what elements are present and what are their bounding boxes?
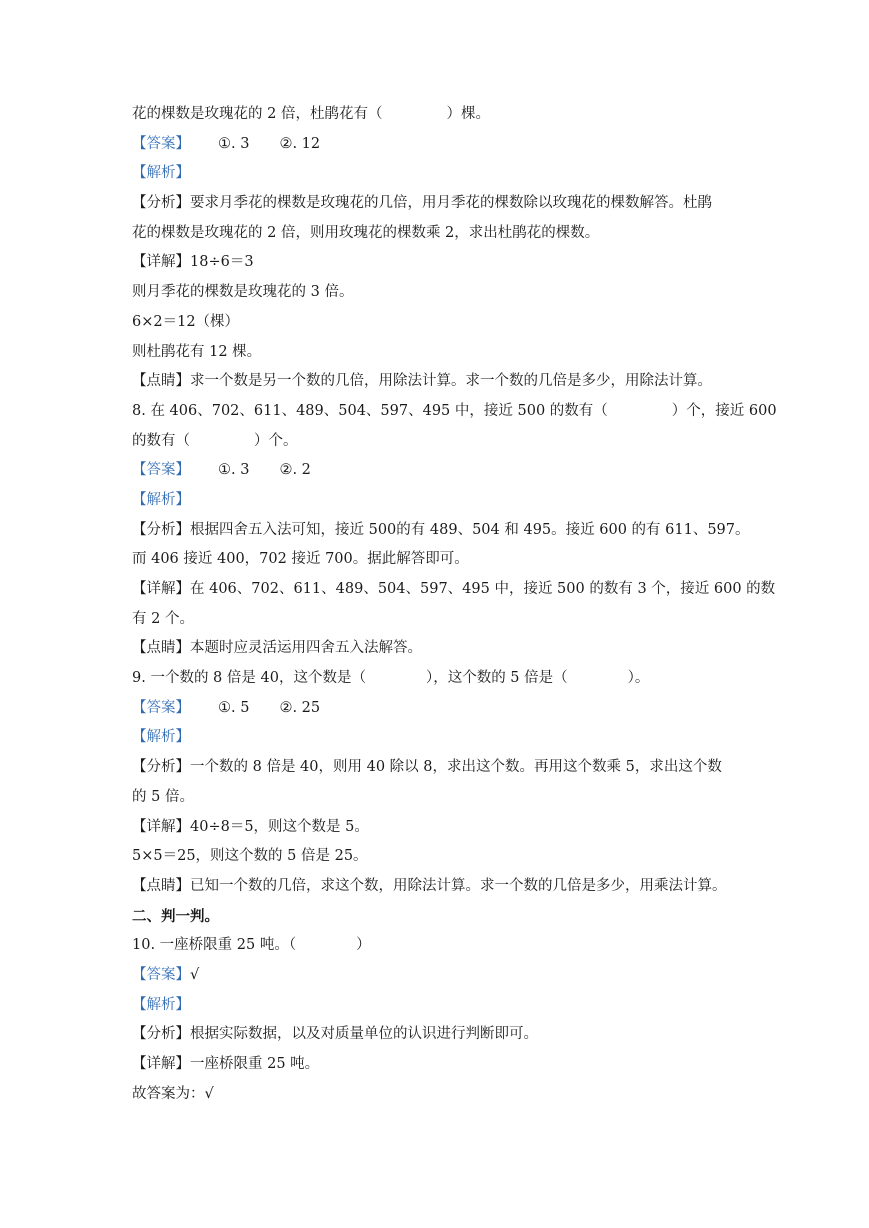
q7-answer-1: ①. 3 bbox=[218, 135, 250, 152]
q9-detail-line1 bbox=[132, 813, 742, 843]
q8-answer-1: ①. 3 bbox=[218, 462, 250, 479]
q8-comment-text: 本题时应灵活运用四舍五入法解答。 bbox=[190, 640, 422, 657]
q8-stem-line1 bbox=[132, 397, 777, 427]
detail-label: 【详解】 bbox=[132, 581, 190, 597]
document-page bbox=[132, 100, 777, 1109]
q10-answer-row bbox=[132, 961, 742, 991]
q10-stem-text: 10. 一座桥限重 25 吨。（ bbox=[132, 937, 297, 954]
q7-stem bbox=[132, 100, 742, 130]
q10-stem-end: ） bbox=[356, 937, 371, 954]
q9-comment bbox=[132, 872, 742, 902]
q7-detail-line4: 则杜鹃花有 12 棵。 bbox=[132, 343, 262, 360]
q7-comment-text: 求一个数是另一个数的几倍，用除法计算。求一个数的几倍是多少，用除法计算。 bbox=[190, 373, 712, 390]
q9-stem-text-a: 9. 一个数的 8 倍是 40，这个数是（ bbox=[132, 670, 366, 687]
q9-stem bbox=[132, 664, 742, 694]
q7-fenxi-line1 bbox=[132, 189, 742, 219]
comment-label: 【点睛】 bbox=[132, 877, 190, 894]
q8-stem-text2: 的数有（ bbox=[132, 432, 190, 449]
q9-answer-1: ①. 5 bbox=[218, 699, 250, 716]
q10-answer: √ bbox=[190, 966, 200, 983]
q9-detail-text1: 40÷8＝5，则这个数是 5。 bbox=[190, 818, 369, 835]
q10-fenxi-text: 根据实际数据，以及对质量单位的认识进行判断即可。 bbox=[190, 1026, 538, 1043]
q7-fenxi-text1: 要求月季花的棵数是玫瑰花的几倍，用月季花的棵数除以玫瑰花的棵数解答。杜鹃 bbox=[190, 195, 712, 212]
q8-fenxi-line2: 而 406 接近 400，702 接近 700。据此解答即可。 bbox=[132, 551, 469, 568]
q10-fenxi bbox=[132, 1020, 742, 1050]
q9-detail-line2: 5×5＝25，则这个数的 5 倍是 25。 bbox=[132, 848, 368, 865]
q7-detail-line1 bbox=[132, 248, 742, 278]
q7-answer-2: ②. 12 bbox=[279, 135, 321, 152]
q7-fenxi-line2: 花的棵数是玫瑰花的 2 倍，则用玫瑰花的棵数乘 2，求出杜鹃花的棵数。 bbox=[132, 224, 600, 241]
q7-detail-line2: 则月季花的棵数是玫瑰花的 3 倍。 bbox=[132, 284, 354, 301]
q9-fenxi-line2: 的 5 倍。 bbox=[132, 788, 194, 805]
section-heading: 二、判一判。 bbox=[132, 907, 219, 925]
q8-fenxi-line1 bbox=[132, 516, 750, 546]
q8-comment bbox=[132, 634, 742, 664]
answer-label: 【答案】 bbox=[132, 966, 190, 983]
analysis-label: 【解析】 bbox=[132, 996, 190, 1013]
q7-detail-line3: 6×2＝12（棵） bbox=[132, 313, 240, 330]
q8-stem-text1b: ）个，接近 600 bbox=[671, 402, 777, 419]
q9-fenxi-line1 bbox=[132, 753, 742, 783]
q8-stem-text1: 8. 在 406、702、611、489、504、597、495 中，接近 500 的数有（ bbox=[132, 402, 608, 419]
analysis-label: 【解析】 bbox=[132, 491, 190, 508]
answer-label: 【答案】 bbox=[132, 462, 190, 479]
detail-label: 【详解】 bbox=[132, 818, 190, 835]
q10-detail-text: 一座桥限重 25 吨。 bbox=[190, 1056, 320, 1072]
q10-detail bbox=[132, 1050, 742, 1080]
q8-fenxi-text1: 根据四舍五入法可知，接近 500的有 489、504 和 495。接近 600 的有 611、597。 bbox=[190, 521, 750, 538]
q9-comment-text: 已知一个数的几倍，求这个数，用除法计算。求一个数的几倍是多少，用乘法计算。 bbox=[190, 877, 727, 894]
fenxi-label: 【分析】 bbox=[132, 759, 190, 776]
detail-label: 【详解】 bbox=[132, 254, 190, 271]
q7-stem-text: 花的棵数是玫瑰花的 2 倍，杜鹃花有（ bbox=[132, 106, 383, 122]
q8-answer-2: ②. 2 bbox=[279, 462, 311, 479]
answer-label: 【答案】 bbox=[132, 135, 190, 152]
q9-stem-text-c: ）。 bbox=[627, 670, 650, 687]
q8-detail-line1 bbox=[132, 575, 776, 605]
comment-label: 【点睛】 bbox=[132, 373, 190, 390]
analysis-label: 【解析】 bbox=[132, 729, 190, 746]
q7-comment bbox=[132, 367, 742, 397]
analysis-label: 【解析】 bbox=[132, 165, 190, 182]
q7-stem-end: ）棵。 bbox=[446, 106, 490, 122]
q9-fenxi-text1: 一个数的 8 倍是 40，则用 40 除以 8，求出这个数。再用这个数乘 5，求出这个数 bbox=[190, 759, 722, 776]
q9-answer-row bbox=[132, 694, 742, 724]
detail-label: 【详解】 bbox=[132, 1056, 190, 1072]
answer-label: 【答案】 bbox=[132, 699, 190, 716]
q8-detail-line2: 有 2 个。 bbox=[132, 610, 194, 627]
comment-label: 【点睛】 bbox=[132, 640, 190, 657]
q10-stem bbox=[132, 931, 742, 961]
q9-stem-text-b: ），这个数的 5 倍是（ bbox=[425, 670, 568, 687]
q8-detail-text1: 在 406、702、611、489、504、597、495 中，接近 500 的数有 3 个，接近 600 的数 bbox=[190, 581, 776, 597]
q8-stem-text2b: ）个。 bbox=[254, 432, 298, 449]
q7-detail-text1: 18÷6＝3 bbox=[190, 254, 254, 271]
q8-stem-line2 bbox=[132, 427, 742, 457]
q7-answer-row bbox=[132, 130, 742, 160]
q9-answer-2: ②. 25 bbox=[279, 699, 321, 716]
fenxi-label: 【分析】 bbox=[132, 195, 190, 212]
fenxi-label: 【分析】 bbox=[132, 1026, 190, 1043]
fenxi-label: 【分析】 bbox=[132, 521, 190, 538]
q8-answer-row bbox=[132, 456, 742, 486]
q10-final: 故答案为：√ bbox=[132, 1085, 214, 1102]
